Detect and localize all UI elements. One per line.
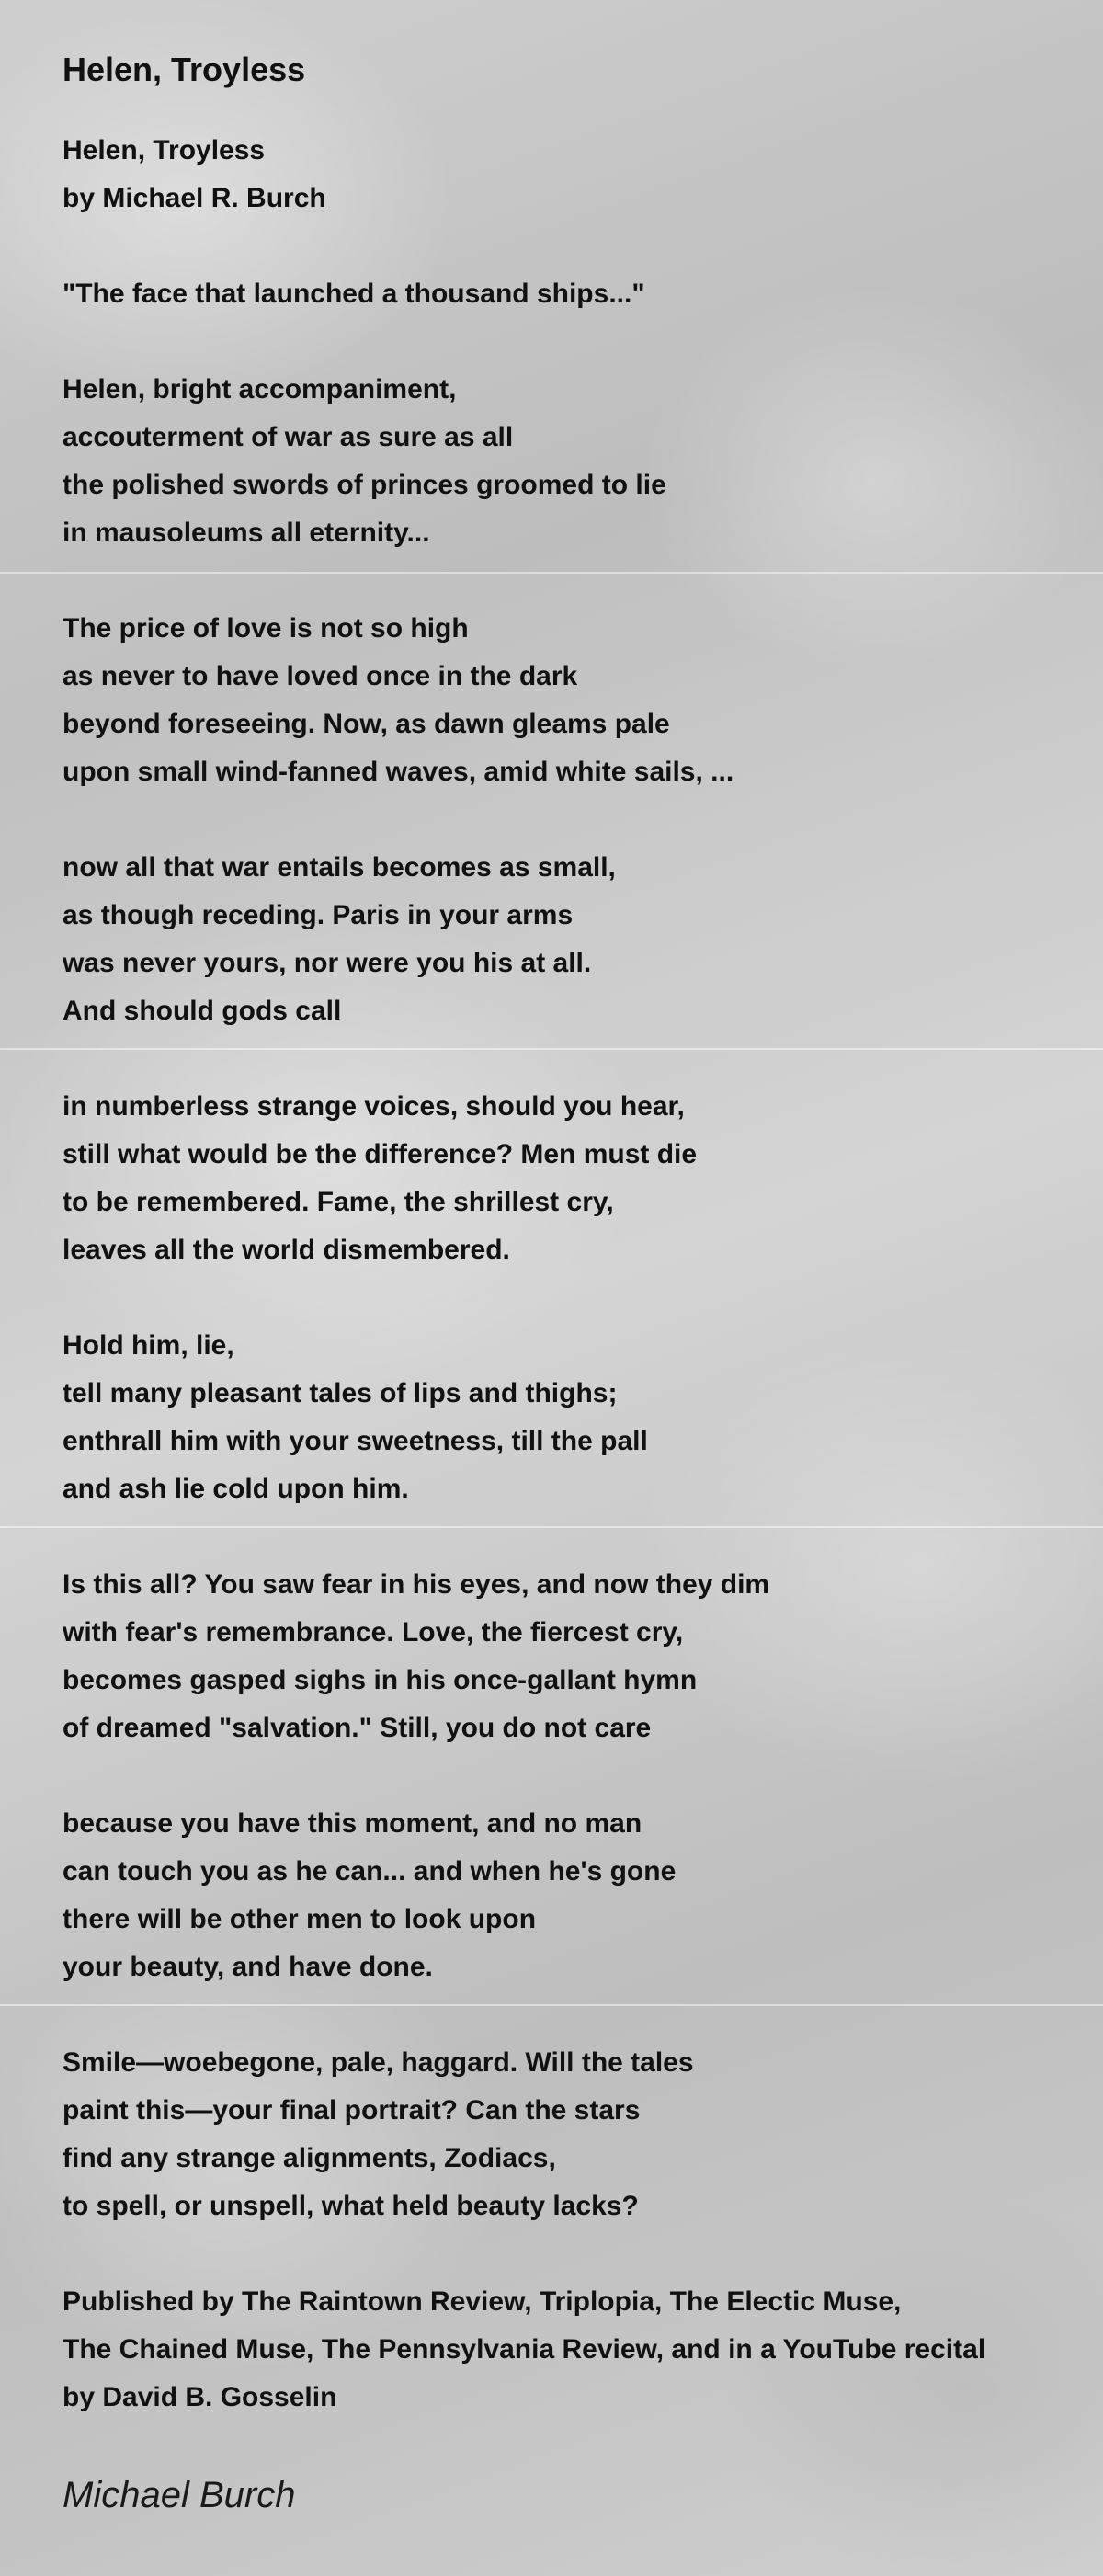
stanza-8 [63,2039,1083,2230]
stanza-2 [63,605,1083,796]
poem-line: still what would be the difference? Men must die [63,1139,698,1169]
poem-line: in numberless strange voices, should you hear, [63,1091,685,1122]
publication-line: The Chained Muse, The Pennsylvania Review, and in a YouTube recital [63,2334,986,2365]
poem-line: to spell, or unspell, what held beauty lacks? [63,2191,639,2221]
poem-line: Hold him, lie, [63,1330,234,1361]
byline: by Michael R. Burch [63,183,326,213]
stanza-3 [63,844,1083,1035]
poem-line: now all that war entails becomes as small, [63,852,616,883]
poem-line: find any strange alignments, Zodiacs, [63,2143,556,2173]
poem-line: because you have this moment, and no man [63,1808,642,1839]
poem-line: in mausoleums all eternity... [63,518,430,548]
stanza-gap [63,1513,1083,1561]
stanza-6 [63,1561,1083,1752]
stanza-gap [63,1274,1083,1322]
stanza-gap [63,1752,1083,1800]
poem-line: tell many pleasant tales of lips and thighs; [63,1378,618,1408]
poem-line: your beauty, and have done. [63,1952,433,1982]
poem-line: the polished swords of princes groomed to lie [63,470,666,500]
poem-line: was never yours, nor were you his at all. [63,948,592,978]
poem-line: becomes gasped sighs in his once-gallant hymn [63,1665,698,1695]
poem-line: And should gods call [63,996,342,1026]
poem-line: with fear's remembrance. Love, the fiercest cry, [63,1617,684,1647]
page-title: Helen, Troyless [63,51,306,88]
poem-line: can touch you as he can... and when he's gone [63,1856,677,1886]
epigraph: "The face that launched a thousand ships..." [63,279,645,309]
poem-line: Is this all? You saw fear in his eyes, and now they dim [63,1569,770,1600]
stanza-gap [63,1991,1083,2039]
publication-line: Published by The Raintown Review, Triplopia, The Electic Muse, [63,2286,902,2317]
poem-line: leaves all the world dismembered. [63,1235,510,1265]
stanza-gap [63,318,1083,366]
stanza-4 [63,1083,1083,1274]
author-signature: Michael Burch [63,2475,296,2515]
poem-title-line: Helen, Troyless [63,135,266,165]
poem-line: as never to have loved once in the dark [63,661,578,691]
poem-line: paint this—your final portrait? Can the stars [63,2095,641,2126]
stanza-7 [63,1800,1083,1991]
publication-line: by David B. Gosselin [63,2382,337,2412]
stanza-gap [63,557,1083,605]
poem-line: of dreamed "salvation." Still, you do not care [63,1713,652,1743]
poem-line: Smile—woebegone, pale, haggard. Will the tales [63,2047,694,2078]
poem-line: as though receding. Paris in your arms [63,900,574,930]
stanza-gap [63,796,1083,844]
stanza-gap [63,1035,1083,1083]
poem-line: Helen, bright accompaniment, [63,374,457,405]
stanza-1 [63,366,1083,557]
poem-line: and ash lie cold upon him. [63,1474,409,1504]
poem-line: accouterment of war as sure as all [63,422,514,452]
poem-line: to be remembered. Fame, the shrillest cry, [63,1187,614,1217]
poem-line: enthrall him with your sweetness, till the pall [63,1426,648,1456]
poem-line: beyond foreseeing. Now, as dawn gleams pale [63,709,670,739]
stanza-gap [63,2230,1083,2278]
stanza-gap [63,222,1083,270]
poem-line: upon small wind-fanned waves, amid white sails, ... [63,757,734,787]
poem-line: there will be other men to look upon [63,1904,537,1934]
poem-line: The price of love is not so high [63,613,469,644]
stanza-5 [63,1322,1083,1513]
publication-note [63,2278,1083,2422]
poem-content [63,48,1083,2521]
